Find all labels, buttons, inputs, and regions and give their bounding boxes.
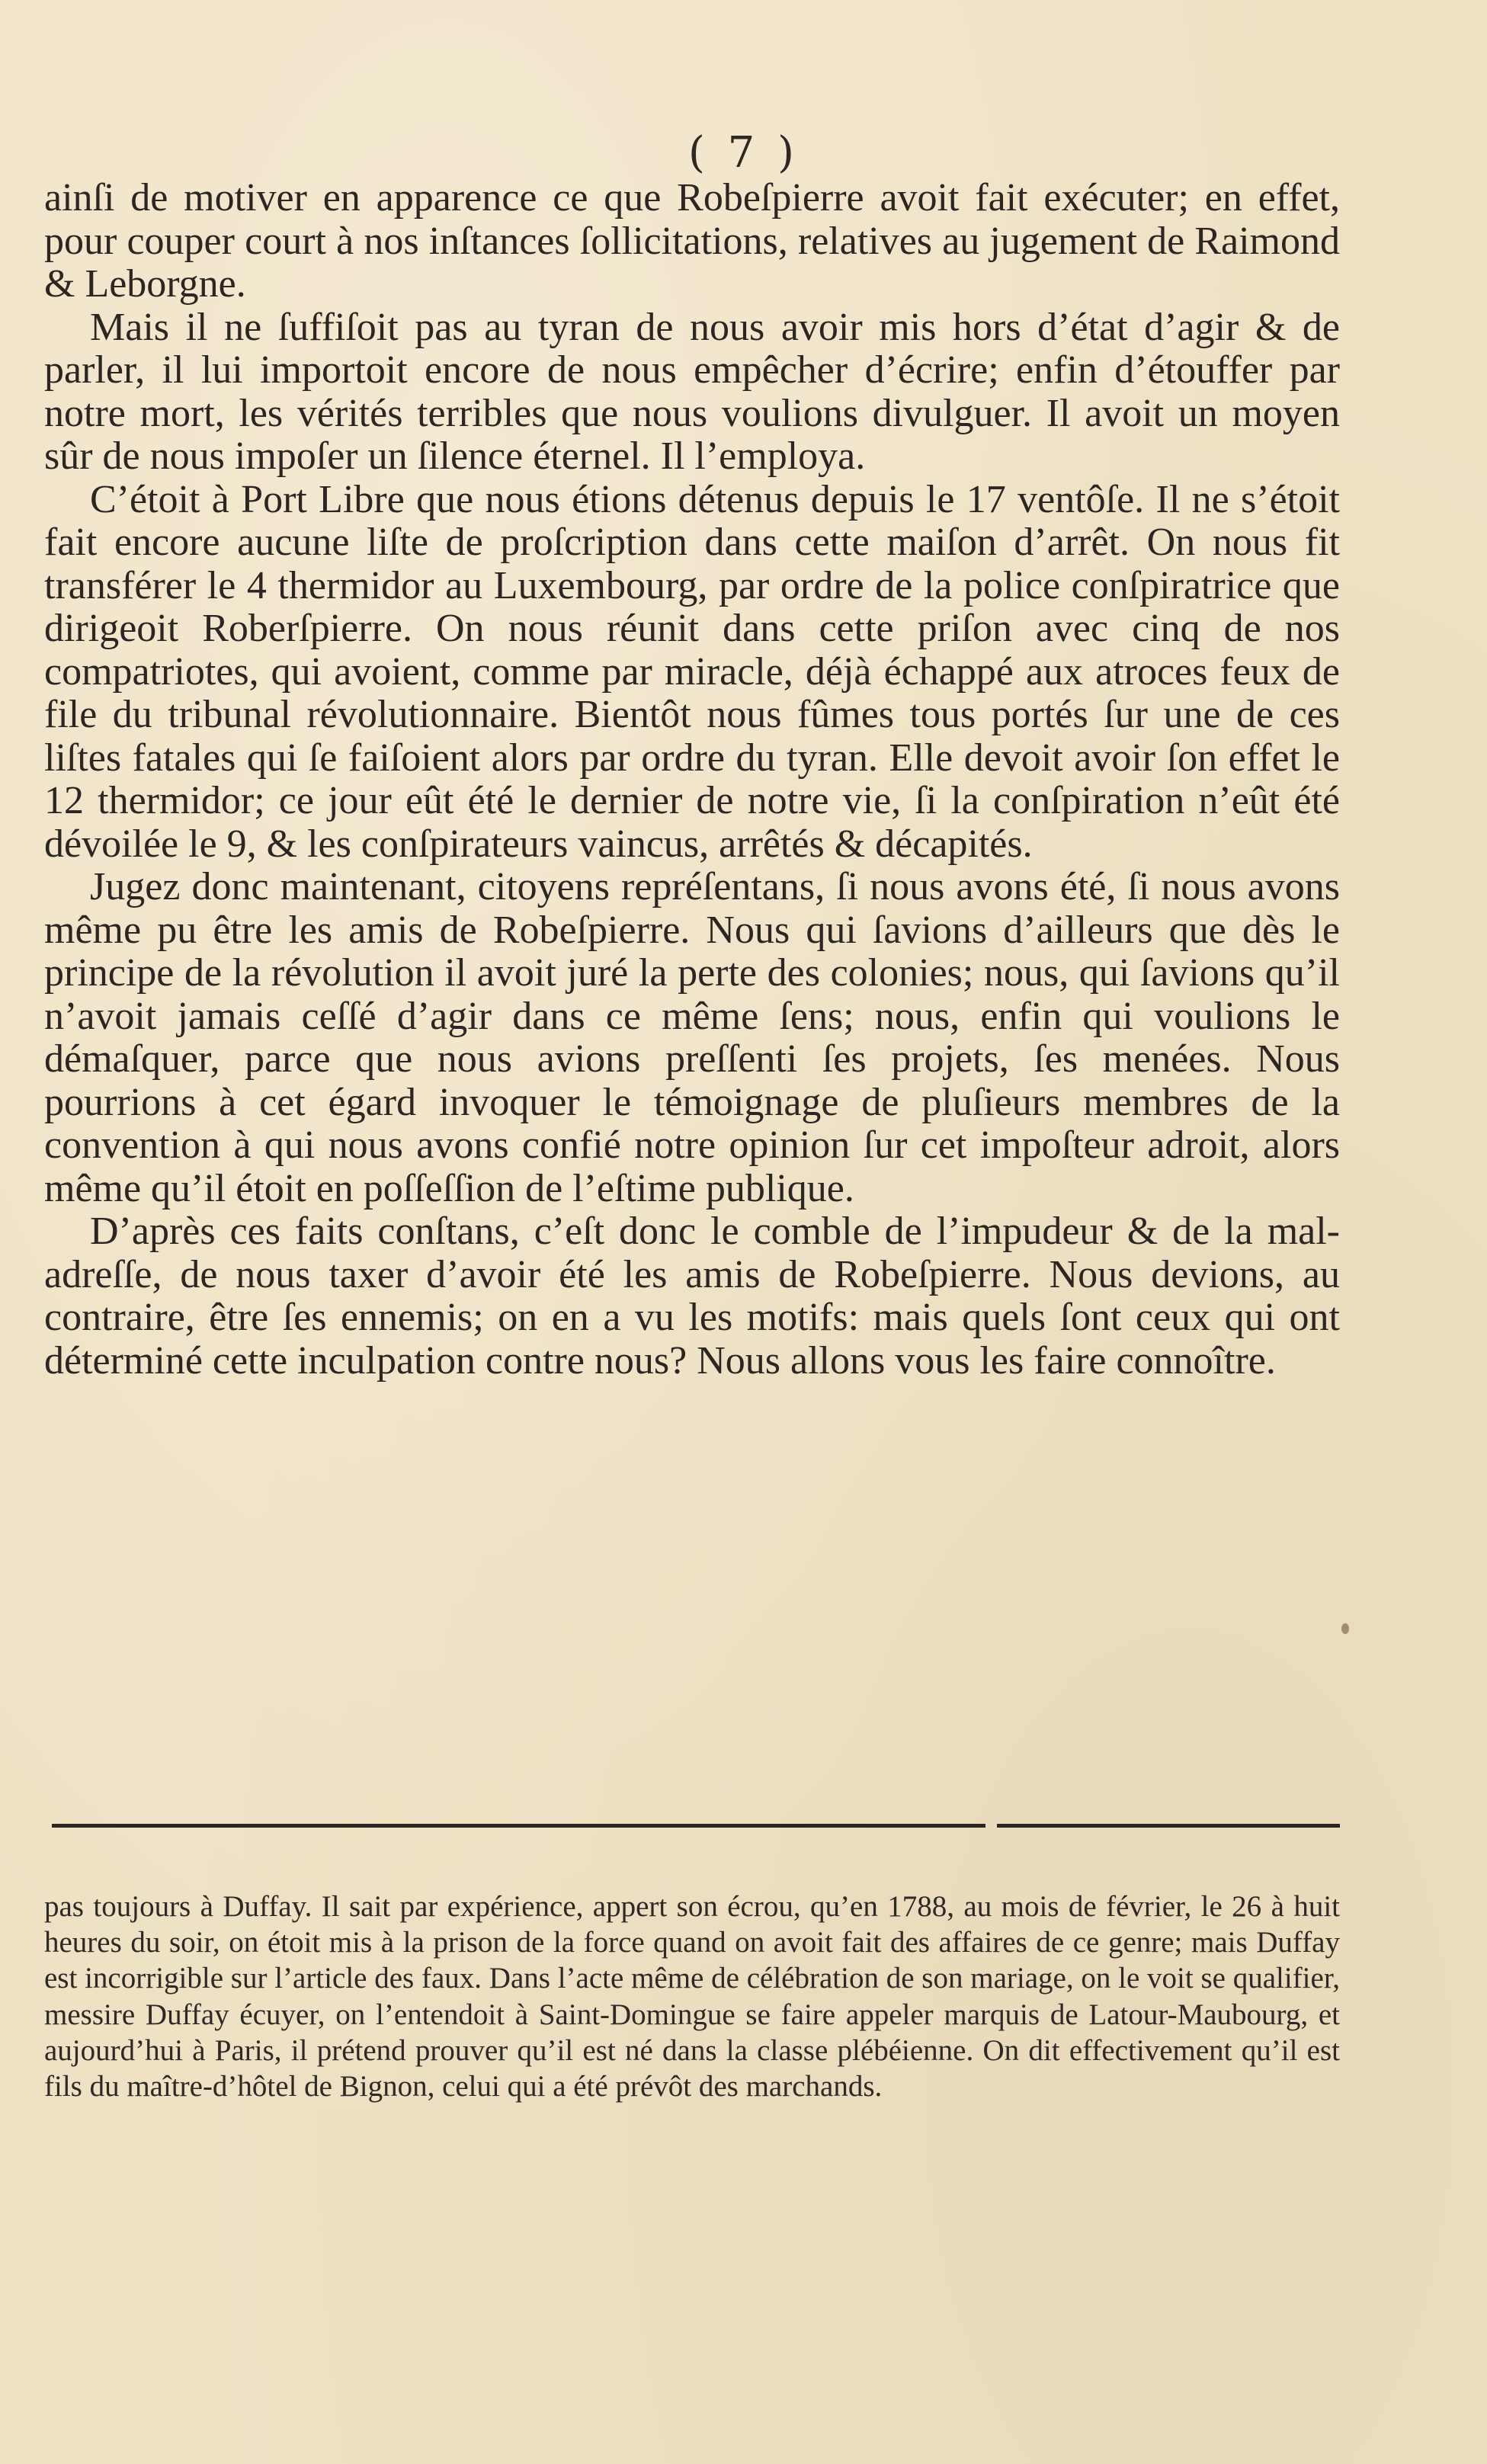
body-text — [44, 177, 1340, 1383]
paragraph-3: C’étoit à Port Libre que nous étions détenus depuis le 17 ventôſe. Il ne s’étoit fait encore aucune liſte de proſcription dans cette maiſon d’arrêt. On nous fit transférer le 4 thermidor au Luxembourg, par ordre de la police conſpiratrice que dirigeoit Roberſpierre. On nous réunit dans cette priſon avec cinq de nos compatriotes, qui avoient, comme par miracle, déjà échappé aux atroces feux de file du tribunal révolutionnaire. Bientôt nous fûmes tous portés ſur une de ces liſtes fatales qui ſe faiſoient alors par ordre du tyran. Elle devoit avoir ſon effet le 12 thermidor; ce jour eût été le dernier de notre vie, ſi la conſpiration n’eût été dévoilée le 9, & les conſpirateurs vaincus, arrêtés & décapités. — [44, 477, 1340, 866]
rule-segment-left — [52, 1824, 985, 1828]
rule-segment-right — [997, 1824, 1340, 1828]
paragraph-5: D’après ces faits conſtans, c’eſt donc le comble de l’impudeur & de la mal-adreſſe, de nous taxer d’avoir été les amis de Robeſpierre. Nous devions, au contraire, être ſes ennemis; on en a vu les motifs: mais quels ſont ceux qui ont déterminé cette inculpation contre nous? Nous allons vous les faire connoître. — [44, 1210, 1340, 1383]
paragraph-1: ainſi de motiver en apparence ce que Robeſpierre avoit fait exécuter; en effet, pour couper court à nos inſtances ſollicitations, relatives au jugement de Raimond & Leborgne. — [44, 176, 1340, 306]
footnote-text: pas toujours à Duffay. Il sait par expérience, appert son écrou, qu’en 1788, au mois de février, le 26 à huit heures du soir, on étoit mis à la prison de la force quand on avoit fait des affaires de ce genre; mais Duffay est incorrigible sur l’article des faux. Dans l’acte même de célébration de son mariage, on le voit se qualifier, messire Duffay écuyer, on l’entendoit à Saint-Domingue se faire appeler marquis de Latour-Maubourg, et aujourd’hui à Paris, il prétend prouver qu’il est né dans la classe plébéienne. On dit effectivement qu’il est fils du maître-d’hôtel de Bignon, celui qui a été prévôt des marchands. — [44, 1890, 1340, 2104]
ink-stain-mark — [1341, 1623, 1349, 1634]
footnote-separator-rule — [52, 1824, 1340, 1828]
footnote — [44, 1889, 1340, 2104]
paragraph-2: Mais il ne ſuffiſoit pas au tyran de nous avoir mis hors d’état d’agir & de parler, il lui importoit encore de nous empêcher d’écrire; enfin d’étouffer par notre mort, les vérités terribles que nous voulions divulguer. Il avoit un moyen sûr de nous impoſer un ſilence éternel. Il l’employa. — [44, 305, 1340, 478]
paragraph-4: Jugez donc maintenant, citoyens repréſentans, ſi nous avons été, ſi nous avons même pu être les amis de Robeſpierre. Nous qui ſavions d’ailleurs que dès le principe de la révolution il avoit juré la perte des colonies; nous, qui ſavions qu’il n’avoit jamais ceſſé d’agir dans ce même ſens; nous, enfin qui voulions le démaſquer, parce que nous avions preſſenti ſes projets, ſes menées. Nous pourrions à cet égard invoquer le témoignage de pluſieurs membres de la convention à qui nous avons confié notre opinion ſur cet impoſteur adroit, alors même qu’il étoit en poſſeſſion de l’eſtime publique. — [44, 865, 1340, 1210]
page-number: ( 7 ) — [688, 128, 799, 178]
